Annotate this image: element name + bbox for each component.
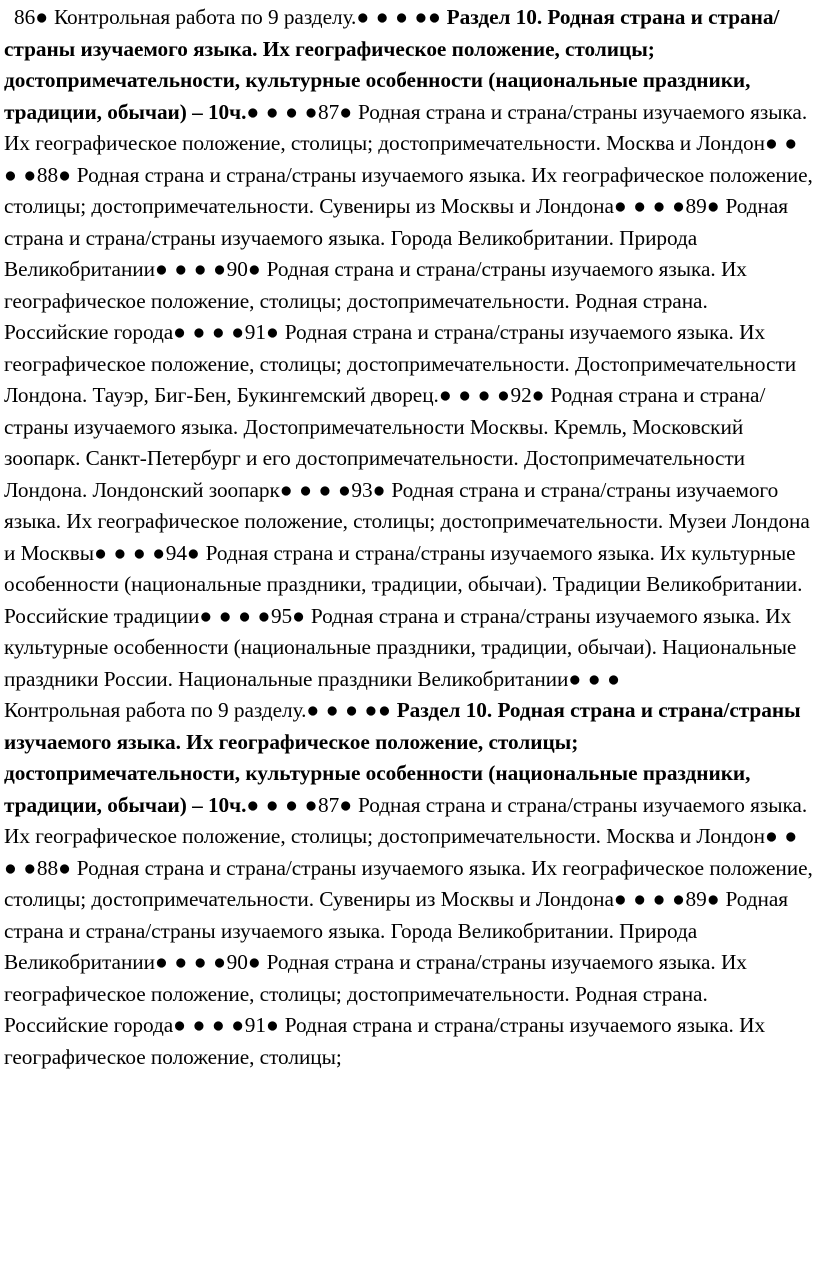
bullet-separator: ● ● ● ● — [199, 603, 271, 628]
row-number: 90 — [226, 257, 248, 281]
row-number: 86 — [14, 5, 36, 29]
bullet-separator: ● ● ● ● — [613, 194, 686, 218]
bullet-separator: ● ● ● ● — [246, 792, 319, 817]
bullet-separator: ● ● ● ● — [173, 320, 245, 344]
bullet-separator: ● — [265, 1013, 280, 1037]
bullet-separator: ● ● ● ● — [155, 257, 227, 281]
lesson-text: Родная страна и страна/страны изучаемого языка. Их географическое положение, столицы; — [4, 1013, 766, 1069]
row-number: 94 — [165, 540, 187, 565]
row-number: 88 — [36, 855, 59, 880]
row-number: 91 — [244, 1013, 266, 1037]
document-page — [4, 0, 814, 1073]
section-block — [4, 695, 814, 1073]
row-number: 89 — [685, 887, 707, 911]
section-heading: Раздел 10. Родная страна и страна/страны изучаемого языка. Их географическое положение, столицы; достопримечательности, культурные особенности (национальные праздники, традиции, обычаи) – 10ч. — [4, 698, 801, 817]
bullet-separator: ● — [531, 383, 546, 407]
row-number: 90 — [226, 950, 248, 974]
lesson-text: Родная страна и страна/страны изучаемого языка. Достопримечательности Москвы. Кремль, Московский зоопарк. Санкт-Петербург и его достопримечательности. Достопримечательности Лондона. Лондонский зоопарк — [4, 383, 766, 502]
row-number: 91 — [244, 320, 266, 344]
lesson-text: Родная страна и страна/страны изучаемого языка. Города Великобритании. Природа Великобритании — [4, 887, 789, 974]
bullet-separator: ● ● ● ● — [613, 887, 686, 911]
bullet-separator: ● ● ● ● — [94, 540, 166, 565]
lesson-text: Родная страна и страна/страны изучаемого языка. Их географическое положение, столицы; достопримечательности. Сувениры из Москвы и Лондона — [4, 855, 813, 911]
lesson-text: Родная страна и страна/страны изучаемого языка. Их географическое положение, столицы; достопримечательности. Музеи Лондона и Москвы — [4, 477, 810, 565]
lesson-text: Родная страна и страна/страны изучаемого языка. Их географическое положение, столицы; достопримечательности. Родная страна. Российские города — [4, 257, 747, 344]
bullet-separator: ● ● ● ● — [438, 383, 511, 407]
bullet-separator: ● ● ● ●● — [356, 5, 442, 29]
lesson-text: Родная страна и страна/страны изучаемого языка. Их географическое положение, столицы; достопримечательности. Москва и Лондон — [4, 792, 808, 848]
row-number: 93 — [351, 477, 373, 502]
bullet-separator: ● — [35, 5, 49, 29]
lesson-text: Родная страна и страна/страны изучаемого языка. Города Великобритании. Природа Великобритании — [4, 194, 789, 281]
bullet-separator: ● ● ● ● — [279, 477, 352, 502]
row-number: 92 — [510, 383, 532, 407]
row-number: 87 — [318, 99, 340, 124]
bullet-separator: ● — [247, 257, 262, 281]
bullet-separator: ● — [247, 950, 262, 974]
bullet-separator: ● — [186, 540, 201, 565]
bullet-separator: ● ● ● ● — [155, 950, 227, 974]
bullet-separator: ● — [265, 320, 280, 344]
lesson-text: Родная страна и страна/страны изучаемого языка. Их географическое положение, столицы; достопримечательности. Достопримечательности Лондона. Тауэр, Биг-Бен, Букингемский дворец. — [4, 320, 797, 407]
bullet-separator: ● — [58, 855, 72, 880]
lesson-text: Контрольная работа по 9 разделу. — [4, 698, 307, 722]
row-number: 87 — [318, 792, 340, 817]
bullet-separator: ● ● ● ● — [173, 1013, 245, 1037]
bullet-separator: ● — [372, 477, 387, 502]
row-number: 89 — [685, 194, 707, 218]
bullet-separator: ● — [339, 99, 353, 124]
bullet-separator: ● ● ● ● — [4, 824, 798, 880]
lesson-text: Контрольная работа по 9 разделу. — [53, 5, 357, 29]
lesson-text: Родная страна и страна/страны изучаемого языка. Их географическое положение, столицы; достопримечательности. Сувениры из Москвы и Лондона — [4, 162, 813, 218]
bullet-separator: ● — [706, 887, 721, 911]
section-block — [4, 0, 814, 695]
bullet-separator: ● — [58, 162, 72, 187]
section-heading: Раздел 10. Родная страна и страна/страны изучаемого языка. Их географическое положение, столицы; достопримечательности, культурные особенности (национальные праздники, традиции, обычаи) – 10ч. — [4, 5, 780, 124]
lesson-text: Родная страна и страна/страны изучаемого языка. Их географическое положение, столицы; достопримечательности. Москва и Лондон — [4, 99, 808, 155]
row-number: 95 — [270, 603, 293, 628]
lesson-text: Родная страна и страна/страны изучаемого языка. Их культурные особенности (национальные праздники, традиции, обычаи). Национальные праздники России. Национальные праздники Великобритании — [4, 603, 797, 691]
lesson-text: Родная страна и страна/страны изучаемого языка. Их культурные особенности (национальные праздники, традиции, обычаи). Традиции Великобритании. Российские традиции — [4, 540, 803, 628]
bullet-separator: ● — [706, 194, 721, 218]
bullet-separator: ● — [292, 603, 306, 628]
bullet-separator: ● — [339, 792, 353, 817]
bullet-separator: ● ● ● — [568, 666, 621, 691]
bullet-separator: ● ● ● ● — [4, 131, 798, 187]
lesson-text: Родная страна и страна/страны изучаемого языка. Их географическое положение, столицы; достопримечательности. Родная страна. Российские города — [4, 950, 747, 1037]
row-number: 88 — [36, 162, 59, 187]
bullet-separator: ● ● ● ● — [246, 99, 319, 124]
bullet-separator: ● ● ● ●● — [306, 698, 392, 722]
